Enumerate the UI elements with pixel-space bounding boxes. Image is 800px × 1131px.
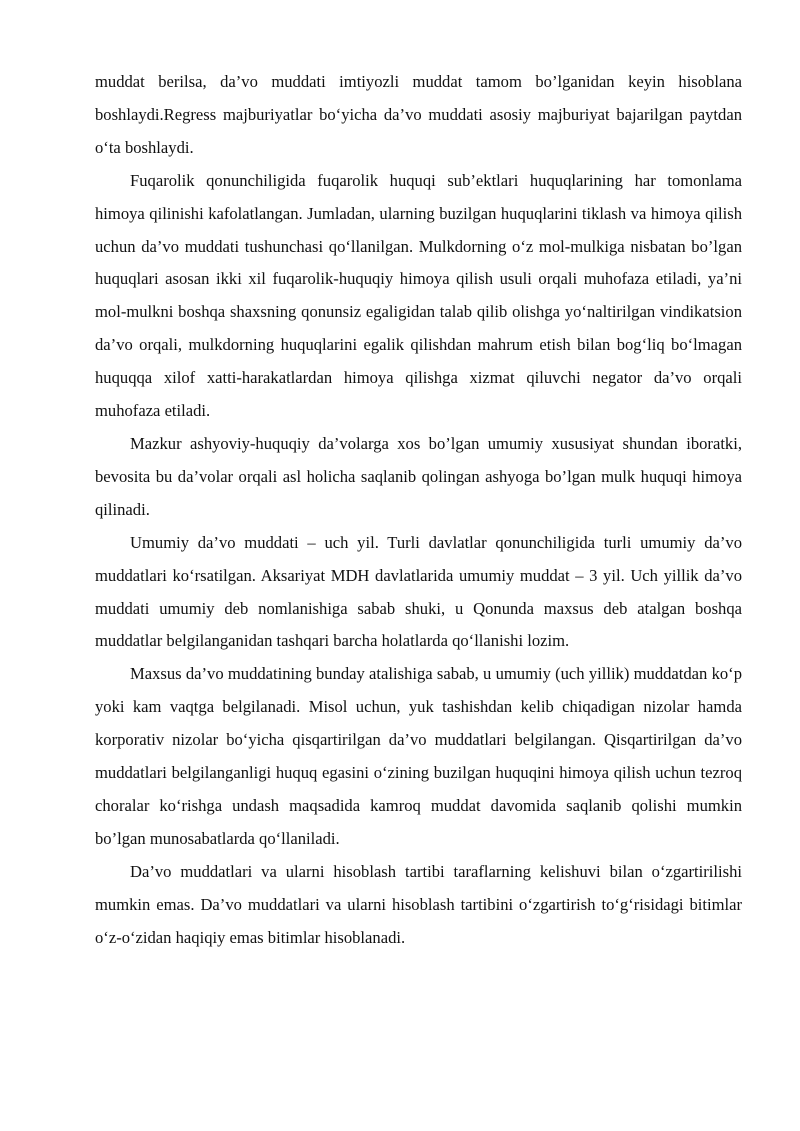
paragraph-no-modification: Da’vo muddatlari va ularni hisoblash tartibi taraflarning kelishuvi bilan o‘zgartirilishi mumkin emas. Da’vo muddatlari va ularni hisoblash tartibini o‘zgartirish to‘g‘risidagi bitimlar o‘z-o‘zidan haqiqiy emas bitimlar hisoblanadi.: [95, 861, 742, 947]
paragraph-property-claims: Mazkur ashyoviy-huquqiy da’volarga xos bo’lgan umumiy xususiyat shundan iboratki, bevosita bu da’volar orqali asl holicha saqlanib qolingan ashyoga bo’lgan mulk huquqi himoya qilinadi.: [95, 433, 742, 519]
document-page: [95, 66, 742, 954]
paragraph-special-limitation: Maxsus da’vo muddatining bunday atalishiga sabab, u umumiy (uch yillik) muddatdan ko‘p yoki kam vaqtga belgilanadi. Misol uchun, yuk tashishdan kelib chiqadigan nizolar hamda korporativ nizolar bo‘yicha qisqartirilgan da’vo muddatlari belgilangan. Qisqartirilgan da’vo muddatlari belgilanganligi huquq egasini o‘zining buzilgan huquqini himoya qilish uchun tezroq choralar ko‘rishga undash maqsadida kamroq muddat davomida saqlanib qolishi mumkin bo’lgan munosabatlarda qo‘llaniladi.: [95, 664, 742, 848]
paragraph-civil-law-protection: Fuqarolik qonunchiligida fuqarolik huquqi sub’ektlari huquqlarining har tomonlama himoya qilinishi kafolatlangan. Jumladan, ularning buzilgan huquqlarini tiklash va himoya qilish uchun da’vo muddati tushunchasi qo‘llanilgan. Mulkdorning o‘z mol-mulkiga nisbatan bo’lgan huquqlari asosan ikki xil fuqarolik-huquqiy himoya qilish usuli orqali muhofaza etiladi, ya’ni mol-mulkni boshqa shaxsning qonunsiz egaligidan talab qilib olishga yo‘naltirilgan vindikatsion da’vo orqali, mulkdorning huquqlarini egalik qilishdan mahrum etish bilan bog‘liq bo‘lmagan huquqqa xilof xatti-harakatlardan himoya qilishga xizmat qiluvchi negator da’vo orqali muhofaza etiladi.: [95, 170, 742, 421]
paragraph-general-limitation: Umumiy da’vo muddati – uch yil. Turli davlatlar qonunchiligida turli umumiy da’vo muddatlari ko‘rsatilgan. Aksariyat MDH davlatlarida umumiy muddat – 3 yil. Uch yillik da’vo muddati umumiy deb nomlanishiga sabab shuki, u Qonunda maxsus deb atalgan boshqa muddatlar belgilanganidan tashqari barcha holatlarda qo‘llanishi lozim.: [95, 532, 742, 651]
paragraph-continuation: muddat berilsa, da’vo muddati imtiyozli muddat tamom bo’lganidan keyin hisoblana boshlaydi.Regress majburiyatlar bo‘yicha da’vo muddati asosiy majburiyat bajarilgan paytdan o‘ta boshlaydi.: [95, 72, 742, 157]
